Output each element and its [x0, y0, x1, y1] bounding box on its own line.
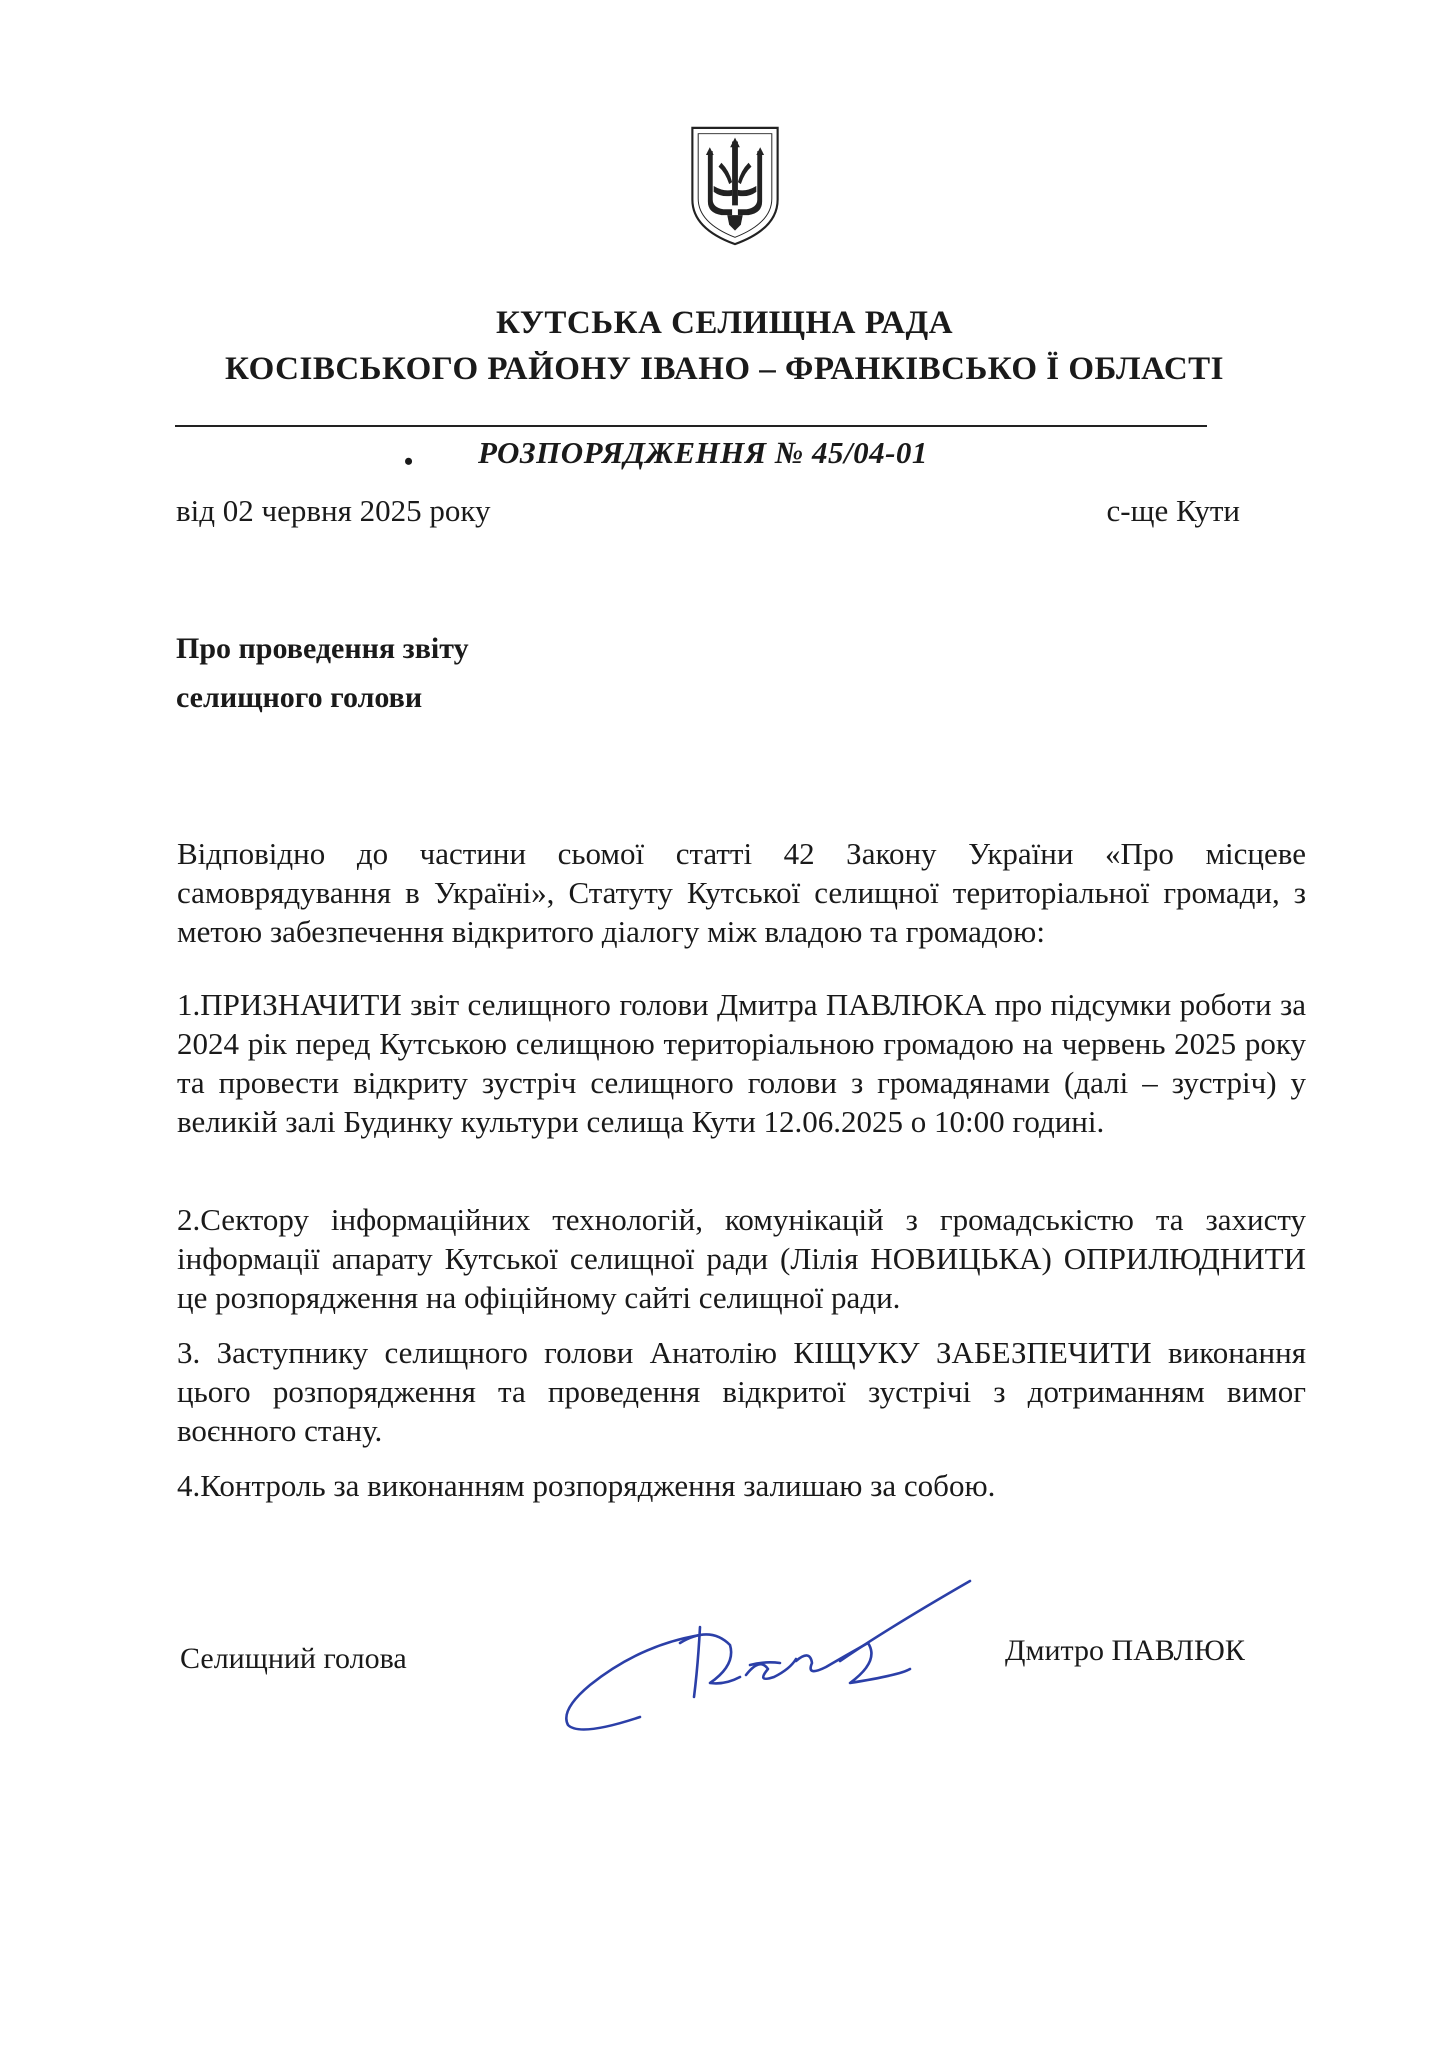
order-title: РОЗПОРЯДЖЕННЯ № 45/04-01 [478, 435, 928, 470]
header-divider [175, 425, 1207, 427]
order-place: с-ще Кути [1106, 493, 1240, 528]
order-date: від 02 червня 2025 року [176, 493, 491, 528]
item-3-paragraph: 3. Заступнику селищного голови Анатолію КІЩУКУ ЗАБЕЗПЕЧИТИ виконання цього розпорядження та проведення відкритої зустрічі з дотриманням вимог воєнного стану. [177, 1335, 1306, 1448]
bullet-dot: • [404, 447, 414, 476]
preamble-paragraph: Відповідно до частини сьомої статті 42 Закону України «Про місцеве самоврядування в Україні», Статуту Кутської селищної територіальної громади, з метою забезпечення відкритого діалогу між владою та громадою: [177, 836, 1306, 949]
item-1-paragraph: 1.ПРИЗНАЧИТИ звіт селищного голови Дмитра ПАВЛЮКА про підсумки роботи за 2024 рік перед Кутською селищною територіальною громадою на червень 2025 року та провести відкриту зустріч селищного голови з громадянами (далі – зустріч) у великій залі Будинку культури селища Кути 12.06.2025 о 10:00 годині. [177, 987, 1306, 1139]
subject-line-1: Про проведення звіту [176, 632, 469, 665]
subject-line-2: селищного голови [176, 681, 423, 714]
item-4-paragraph: 4.Контроль за виконанням розпорядження залишаю за собою. [177, 1468, 996, 1503]
signatory-role: Селищний голова [180, 1642, 407, 1675]
organization-name: КУТСЬКА СЕЛИЩНА РАДА [495, 305, 954, 341]
organization-district: КОСІВСЬКОГО РАЙОНУ ІВАНО – ФРАНКІВСЬКО Ї ОБЛАСТІ [224, 351, 1224, 387]
signatory-name: Дмитро ПАВЛЮК [1005, 1634, 1245, 1667]
handwritten-signature [550, 1565, 1030, 1745]
trident-coat-of-arms-icon [686, 124, 784, 248]
item-2-paragraph: 2.Сектору інформаційних технологій, комунікацій з громадськістю та захисту інформації апарату Кутської селищної ради (Лілія НОВИЦЬКА) ОПРИЛЮДНИТИ це розпорядження на офіційному сайті селищної ради. [177, 1202, 1306, 1315]
